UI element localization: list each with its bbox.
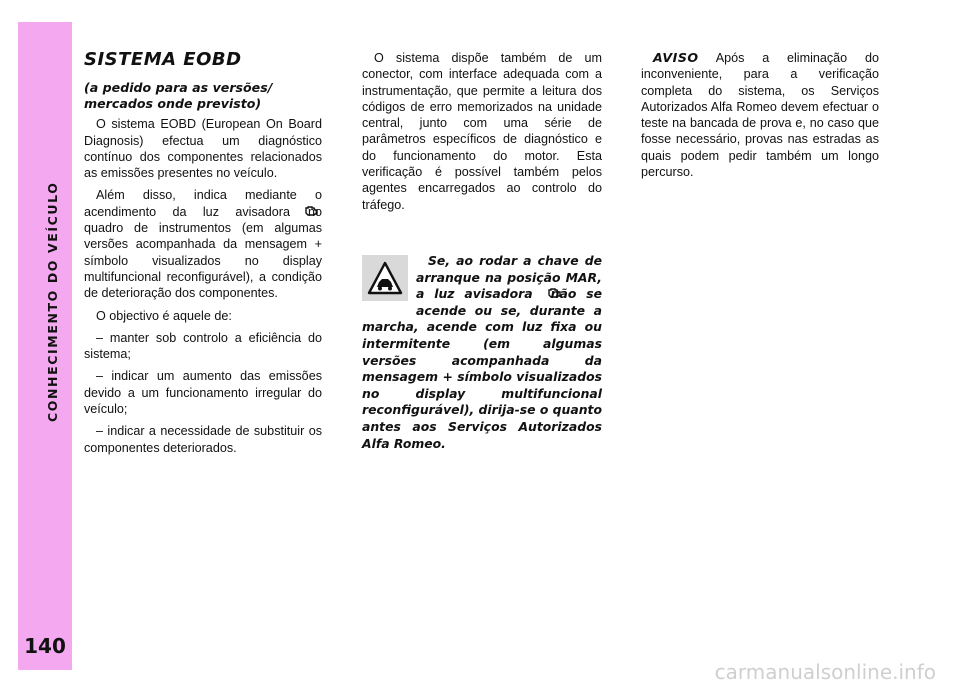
engine-check-icon [535,287,549,299]
list-item: – indicar um aumento das emissões devido a um funcionamento irregular do veículo; [84,369,322,417]
list-item: – manter sob controlo a eficiência do sistema; [84,330,322,362]
paragraph-indicator-text-b: no quadro de instrumentos (em algumas versões acompanhada da mensagem + símbolo visualizados no display multifuncional reconfigurável), a condição de deterioração dos componentes. [84,204,322,301]
column-middle [362,50,602,458]
paragraph-intro: O sistema EOBD (European On Board Diagnosis) efectua um diagnóstico contínuo dos componentes relacionados as emissões presentes no veículo. [84,117,322,181]
warning-text-a: Se, ao rodar a chave de arranque na posição MAR, a luz avisadora [416,252,602,302]
page-number: 140 [24,634,66,658]
sidebar [18,22,72,670]
paragraph-connector: O sistema dispõe também de um conector, com interface adequada com a instrumentação, que permite a leitura dos códigos de erro memorizados na unidade central, junto com uma série de parâmetros específicos de diagnóstico e do funcionamento do motor. Esta verificação é possível também pelos agentes encarregados ao controlo do tráfego. [362,51,602,212]
engine-check-icon [292,205,306,217]
page-heading: SISTEMA EOBD [84,49,242,70]
warning-triangle-car-icon [362,255,408,301]
warning-box [362,253,602,452]
aviso-text: Após a eliminação do inconveniente, para a verificação completa do sistema, os Serviços Autorizados Alfa Romeo devem efectuar o teste na bancada de prova e, no caso que fosse necessário, provas nas estradas as quais podem pedir também um longo percurso. [641,51,879,180]
warning-text-b: não se acende ou se, durante a marcha, acende com luz fixa ou intermitente (em algumas versões acompanhada da mensagem + símbolo visualizados no display multifuncional reconfigurável), dirija-se o quanto antes aos Serviços Autorizados Alfa Romeo. [362,286,602,451]
aviso-label: AVISO [653,50,699,65]
paragraph-aviso [641,50,879,180]
paragraph-indicator-text-a: Além disso, indica mediante o acendimento da luz avisadora [84,188,322,219]
column-right [641,50,879,186]
paragraph-objective: O objectivo é aquele de: [96,308,232,323]
list-item: – indicar a necessidade de substituir os componentes deteriorados. [84,424,322,455]
paragraph-indicator [84,187,322,301]
section-title: CONHECIMENTO DO VEÍCULO [45,181,60,423]
subheading: (a pedido para as versões/ mercados onde previsto) [84,80,273,112]
column-left [84,50,322,462]
watermark: carmanualsonline.info [714,660,936,684]
